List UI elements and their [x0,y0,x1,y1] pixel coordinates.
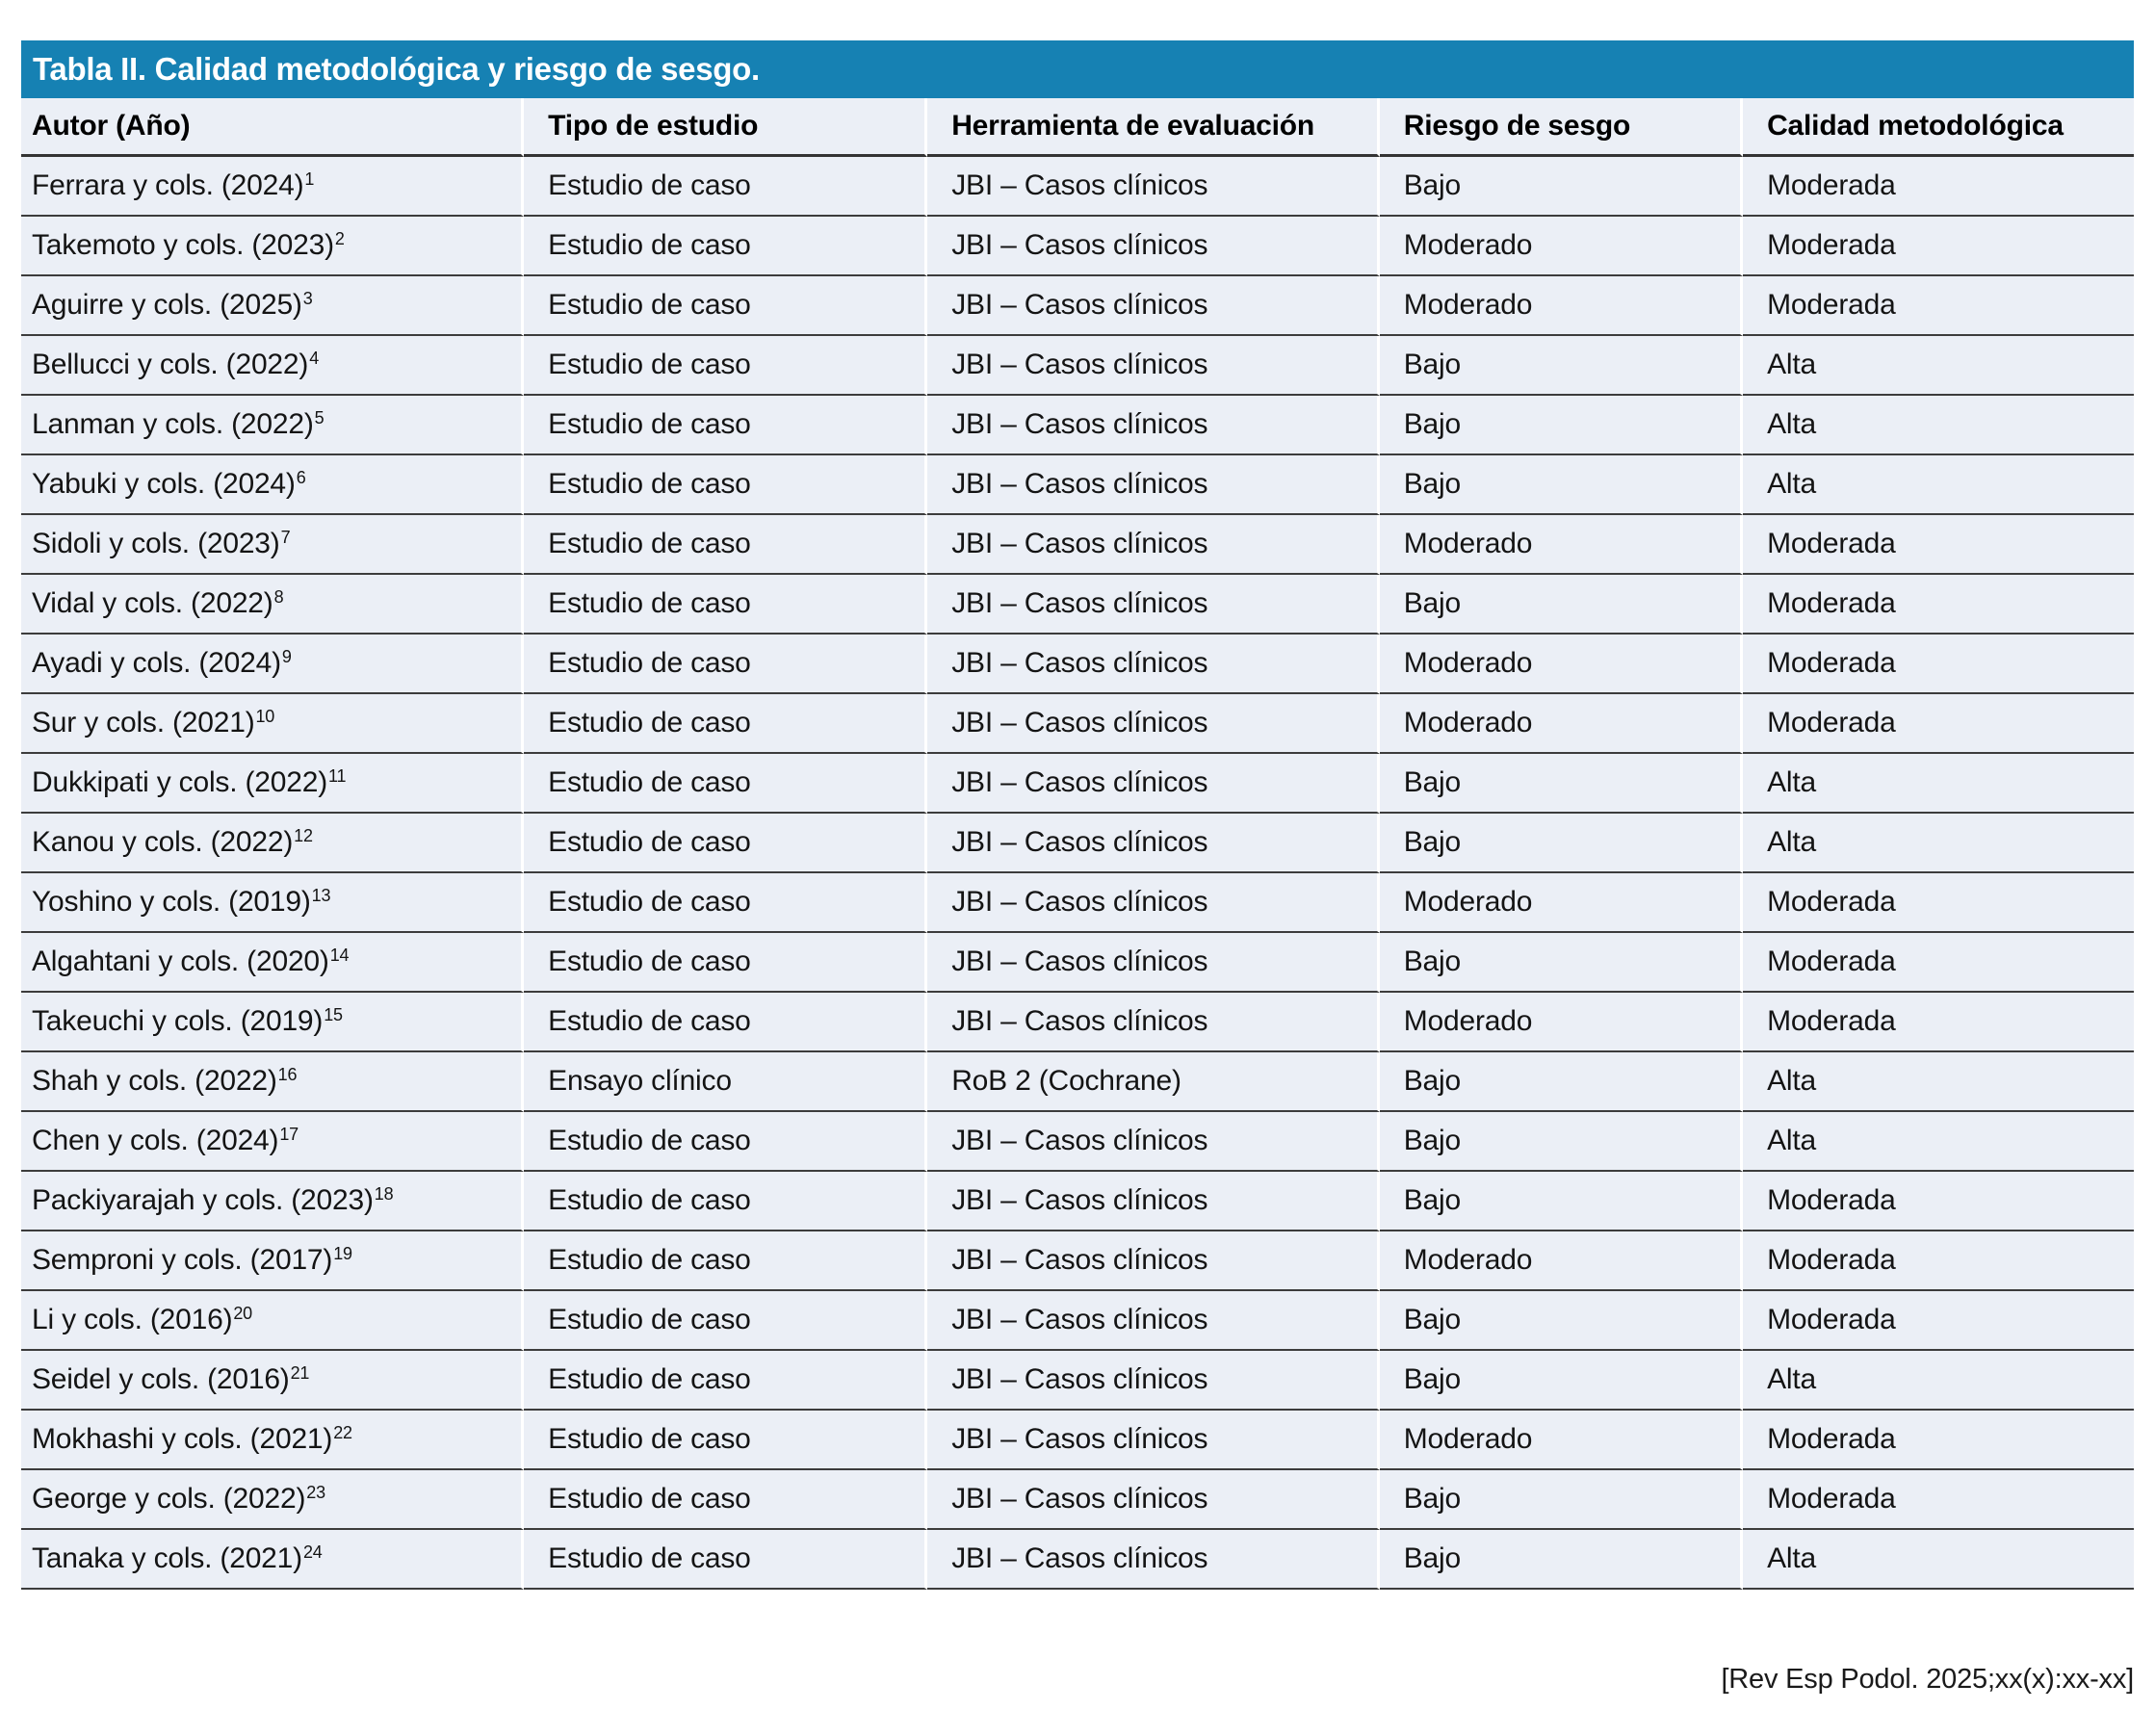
tool-cell: JBI – Casos clínicos [927,1351,1380,1411]
study-type-cell: Estudio de caso [524,276,927,336]
author-cell [21,1470,524,1530]
table-row [21,1231,2134,1291]
reference-superscript: 11 [328,766,347,787]
reference-superscript: 4 [309,349,319,369]
reference-superscript: 21 [290,1363,310,1384]
tool-cell: JBI – Casos clínicos [927,1231,1380,1291]
study-type-cell: Estudio de caso [524,1470,927,1530]
author-cell [21,873,524,933]
study-type-cell: Estudio de caso [524,1530,927,1590]
table-body [21,157,2134,1590]
tool-cell: JBI – Casos clínicos [927,1470,1380,1530]
bias-risk-cell: Bajo [1380,1172,1743,1231]
table-row [21,1172,2134,1231]
reference-superscript: 3 [302,289,313,309]
bias-risk-cell: Moderado [1380,1231,1743,1291]
quality-cell: Moderada [1743,217,2134,276]
bias-risk-cell: Moderado [1380,1411,1743,1470]
reference-superscript: 18 [374,1184,394,1205]
author-cell [21,635,524,694]
table-row [21,1411,2134,1470]
study-type-cell: Estudio de caso [524,814,927,873]
tool-cell: JBI – Casos clínicos [927,635,1380,694]
reference-superscript: 5 [314,408,325,428]
tool-cell: JBI – Casos clínicos [927,694,1380,754]
bias-risk-cell: Bajo [1380,575,1743,635]
author-cell [21,1052,524,1112]
reference-superscript: 7 [280,528,291,548]
reference-superscript: 6 [296,468,306,488]
author-cell [21,1172,524,1231]
quality-cell: Moderada [1743,635,2134,694]
reference-superscript: 19 [333,1244,352,1264]
reference-superscript: 2 [334,229,345,249]
author-cell [21,1351,524,1411]
author-text: Vidal y cols. (2022) [32,587,273,619]
journal-citation: [Rev Esp Podol. 2025;xx(x):xx-xx] [1721,1664,2134,1695]
quality-table [21,98,2134,1590]
tool-cell: RoB 2 (Cochrane) [927,1052,1380,1112]
author-cell [21,455,524,515]
bias-risk-cell: Bajo [1380,396,1743,455]
author-cell [21,1530,524,1590]
table-row [21,1052,2134,1112]
tool-cell: JBI – Casos clínicos [927,1291,1380,1351]
author-cell [21,694,524,754]
bias-risk-cell: Moderado [1380,694,1743,754]
author-cell [21,993,524,1052]
column-header-study-type: Tipo de estudio [524,98,927,157]
table-title-bar [21,40,2134,98]
author-text: Takemoto y cols. (2023) [32,229,334,261]
study-type-cell: Ensayo clínico [524,1052,927,1112]
author-text: Chen y cols. (2024) [32,1125,279,1156]
bias-risk-cell: Moderado [1380,515,1743,575]
study-type-cell: Estudio de caso [524,1172,927,1231]
study-type-cell: Estudio de caso [524,1411,927,1470]
author-text: Yabuki y cols. (2024) [32,468,296,500]
table-row [21,1112,2134,1172]
bias-risk-cell: Moderado [1380,635,1743,694]
table-row [21,1291,2134,1351]
table-row [21,336,2134,396]
table-row [21,635,2134,694]
quality-cell: Alta [1743,814,2134,873]
tool-cell: JBI – Casos clínicos [927,754,1380,814]
author-text: George y cols. (2022) [32,1483,306,1515]
study-type-cell: Estudio de caso [524,694,927,754]
quality-cell: Moderada [1743,933,2134,993]
table-row [21,1470,2134,1530]
study-type-cell: Estudio de caso [524,575,927,635]
table-row [21,1351,2134,1411]
study-type-cell: Estudio de caso [524,1231,927,1291]
author-text: Seidel y cols. (2016) [32,1363,290,1395]
study-type-cell: Estudio de caso [524,396,927,455]
quality-cell: Alta [1743,336,2134,396]
author-text: Takeuchi y cols. (2019) [32,1005,324,1037]
author-text: Semproni y cols. (2017) [32,1244,333,1276]
quality-cell: Moderada [1743,1172,2134,1231]
reference-superscript: 14 [329,946,350,966]
table-row [21,217,2134,276]
tool-cell: JBI – Casos clínicos [927,157,1380,217]
author-text: Algahtani y cols. (2020) [32,946,329,977]
study-type-cell: Estudio de caso [524,1112,927,1172]
author-cell [21,814,524,873]
tool-cell: JBI – Casos clínicos [927,276,1380,336]
study-type-cell: Estudio de caso [524,933,927,993]
author-text: Bellucci y cols. (2022) [32,349,309,380]
author-text: Mokhashi y cols. (2021) [32,1423,333,1455]
author-cell [21,754,524,814]
study-type-cell: Estudio de caso [524,1351,927,1411]
reference-superscript: 8 [273,587,284,608]
column-header-author: Autor (Año) [21,98,524,157]
study-type-cell: Estudio de caso [524,336,927,396]
study-type-cell: Estudio de caso [524,993,927,1052]
quality-table-figure [21,40,2134,1590]
table-row [21,873,2134,933]
quality-cell: Alta [1743,754,2134,814]
reference-superscript: 9 [281,647,292,667]
bias-risk-cell: Moderado [1380,217,1743,276]
bias-risk-cell: Moderado [1380,993,1743,1052]
reference-superscript: 22 [333,1423,352,1443]
column-header-quality: Calidad metodológica [1743,98,2134,157]
author-text: Shah y cols. (2022) [32,1065,277,1097]
tool-cell: JBI – Casos clínicos [927,575,1380,635]
bias-risk-cell: Bajo [1380,1112,1743,1172]
tool-cell: JBI – Casos clínicos [927,873,1380,933]
study-type-cell: Estudio de caso [524,873,927,933]
author-cell [21,1112,524,1172]
author-text: Dukkipati y cols. (2022) [32,766,327,798]
quality-cell: Alta [1743,1351,2134,1411]
reference-superscript: 1 [304,169,315,190]
table-row [21,814,2134,873]
quality-cell: Moderada [1743,276,2134,336]
table-row [21,993,2134,1052]
tool-cell: JBI – Casos clínicos [927,396,1380,455]
table-row [21,276,2134,336]
author-text: Packiyarajah y cols. (2023) [32,1184,374,1216]
reference-superscript: 10 [255,707,275,727]
quality-cell: Moderada [1743,157,2134,217]
tool-cell: JBI – Casos clínicos [927,1112,1380,1172]
reference-superscript: 16 [277,1065,298,1085]
bias-risk-cell: Bajo [1380,1470,1743,1530]
quality-cell: Moderada [1743,515,2134,575]
quality-cell: Alta [1743,1052,2134,1112]
bias-risk-cell: Bajo [1380,157,1743,217]
bias-risk-cell: Bajo [1380,1351,1743,1411]
author-cell [21,1291,524,1351]
author-cell [21,217,524,276]
bias-risk-cell: Moderado [1380,873,1743,933]
author-text: Li y cols. (2016) [32,1304,233,1335]
study-type-cell: Estudio de caso [524,515,927,575]
author-cell [21,575,524,635]
author-text: Ferrara y cols. (2024) [32,169,304,201]
author-text: Tanaka y cols. (2021) [32,1542,302,1574]
table-row [21,694,2134,754]
table-row [21,575,2134,635]
quality-cell: Moderada [1743,575,2134,635]
quality-cell: Moderada [1743,694,2134,754]
quality-cell: Alta [1743,396,2134,455]
author-cell [21,276,524,336]
author-text: Kanou y cols. (2022) [32,826,294,858]
table-title: Tabla II. Calidad metodológica y riesgo de sesgo. [33,51,760,87]
reference-superscript: 23 [306,1483,325,1503]
header-row [21,98,2134,157]
bias-risk-cell: Bajo [1380,336,1743,396]
bias-risk-cell: Bajo [1380,1530,1743,1590]
table-row [21,157,2134,217]
reference-superscript: 17 [279,1125,299,1145]
author-cell [21,933,524,993]
study-type-cell: Estudio de caso [524,455,927,515]
quality-cell: Moderada [1743,1291,2134,1351]
study-type-cell: Estudio de caso [524,217,927,276]
quality-cell: Moderada [1743,1231,2134,1291]
author-text: Sur y cols. (2021) [32,707,255,738]
reference-superscript: 15 [324,1005,343,1025]
study-type-cell: Estudio de caso [524,1291,927,1351]
author-text: Lanman y cols. (2022) [32,408,314,440]
table-row [21,396,2134,455]
table-row [21,515,2134,575]
tool-cell: JBI – Casos clínicos [927,1172,1380,1231]
tool-cell: JBI – Casos clínicos [927,933,1380,993]
study-type-cell: Estudio de caso [524,754,927,814]
table-row [21,1530,2134,1590]
author-text: Ayadi y cols. (2024) [32,647,281,679]
quality-cell: Alta [1743,455,2134,515]
author-text: Sidoli y cols. (2023) [32,528,280,559]
tool-cell: JBI – Casos clínicos [927,814,1380,873]
reference-superscript: 20 [233,1304,252,1324]
reference-superscript: 12 [294,826,313,846]
column-header-bias-risk: Riesgo de sesgo [1380,98,1743,157]
bias-risk-cell: Bajo [1380,455,1743,515]
author-cell [21,336,524,396]
tool-cell: JBI – Casos clínicos [927,217,1380,276]
quality-cell: Moderada [1743,1411,2134,1470]
author-text: Aguirre y cols. (2025) [32,289,302,321]
bias-risk-cell: Bajo [1380,814,1743,873]
table-row [21,933,2134,993]
quality-cell: Moderada [1743,1470,2134,1530]
tool-cell: JBI – Casos clínicos [927,1530,1380,1590]
reference-superscript: 13 [311,886,331,906]
author-text: Yoshino y cols. (2019) [32,886,311,918]
bias-risk-cell: Bajo [1380,754,1743,814]
bias-risk-cell: Bajo [1380,1291,1743,1351]
bias-risk-cell: Bajo [1380,933,1743,993]
quality-cell: Alta [1743,1530,2134,1590]
bias-risk-cell: Moderado [1380,276,1743,336]
study-type-cell: Estudio de caso [524,157,927,217]
tool-cell: JBI – Casos clínicos [927,993,1380,1052]
author-cell [21,1231,524,1291]
column-header-tool: Herramienta de evaluación [927,98,1380,157]
reference-superscript: 24 [302,1542,323,1563]
quality-cell: Moderada [1743,873,2134,933]
table-row [21,455,2134,515]
author-cell [21,157,524,217]
study-type-cell: Estudio de caso [524,635,927,694]
quality-cell: Alta [1743,1112,2134,1172]
tool-cell: JBI – Casos clínicos [927,1411,1380,1470]
quality-cell: Moderada [1743,993,2134,1052]
tool-cell: JBI – Casos clínicos [927,455,1380,515]
bias-risk-cell: Bajo [1380,1052,1743,1112]
tool-cell: JBI – Casos clínicos [927,515,1380,575]
table-row [21,754,2134,814]
tool-cell: JBI – Casos clínicos [927,336,1380,396]
author-cell [21,396,524,455]
author-cell [21,1411,524,1470]
author-cell [21,515,524,575]
